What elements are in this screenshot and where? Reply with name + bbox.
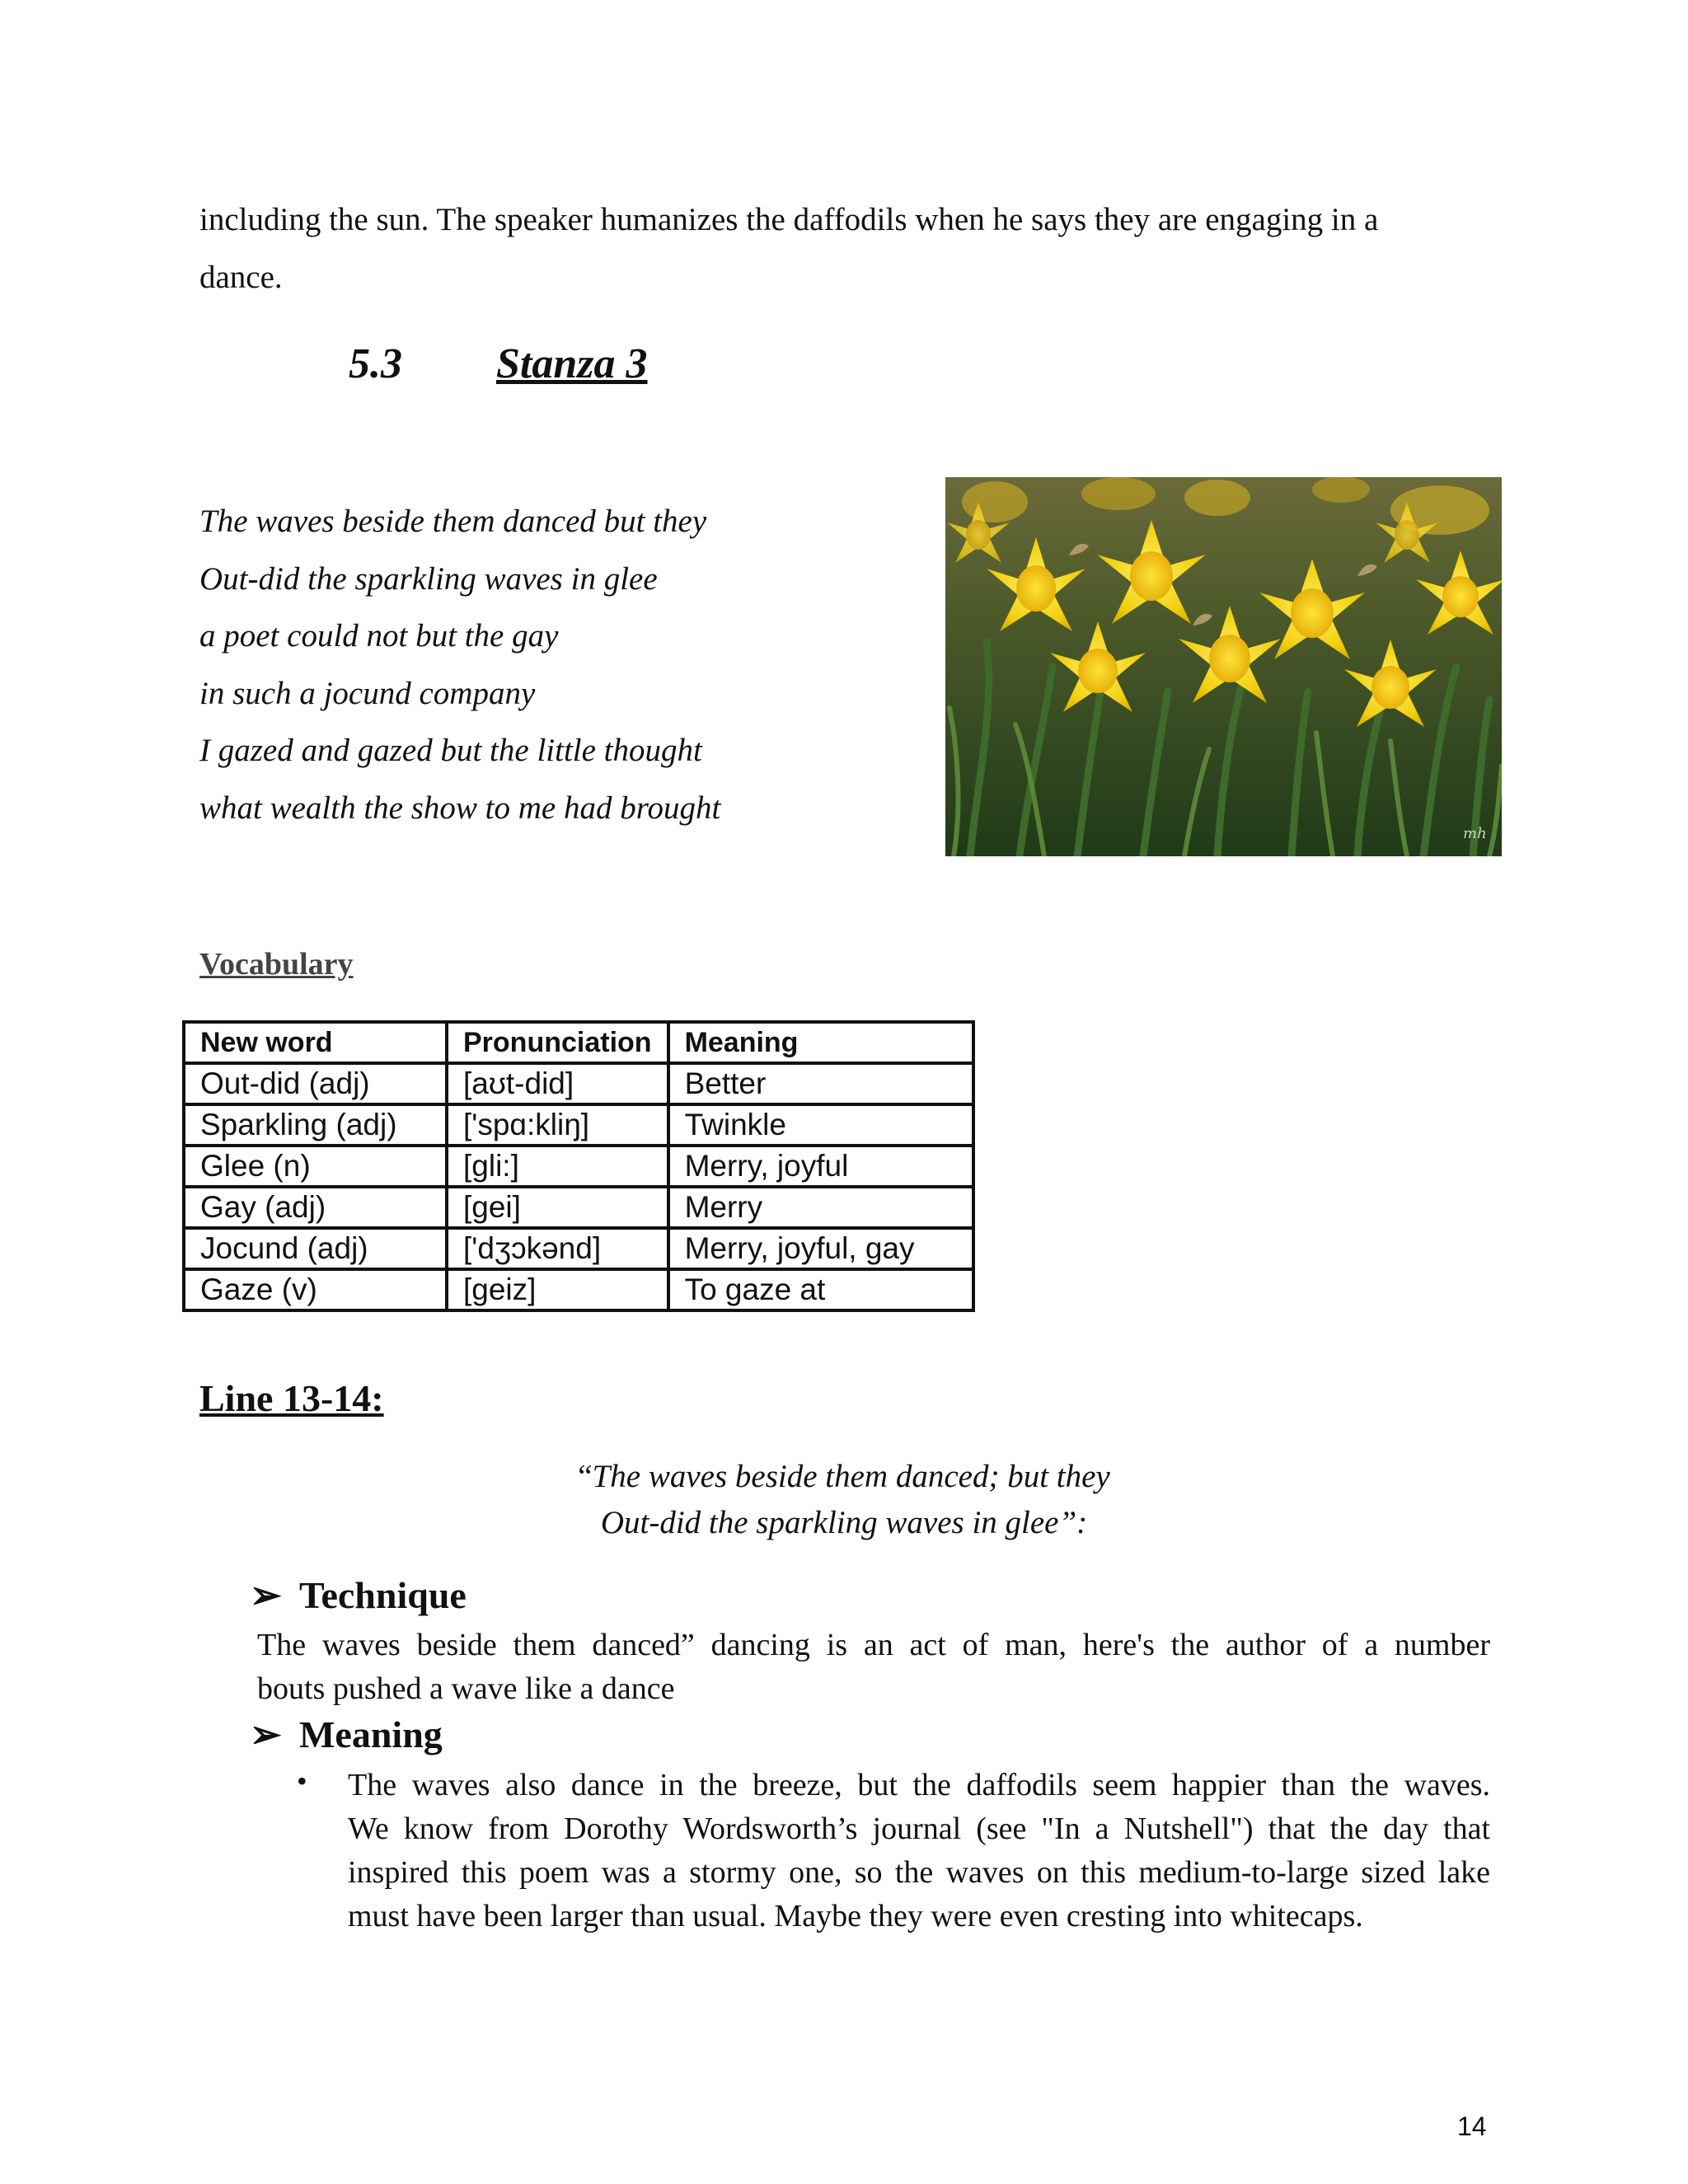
pronunciation-cell: [aʊt-did]: [447, 1063, 668, 1104]
section-number: 5.3: [349, 340, 402, 387]
pronunciation-cell: ['dʒɔkənd]: [447, 1228, 668, 1269]
word-cell: Out-did (adj): [184, 1063, 447, 1104]
poem-line: in such a jocund company: [199, 675, 536, 711]
word-cell: Sparkling (adj): [184, 1104, 447, 1146]
meaning-line: inspired this poem was a stormy one, so the waves on this medium-to-large sized lake: [348, 1855, 1490, 1890]
technique-heading: [250, 1572, 467, 1617]
vocabulary-table: [182, 1020, 975, 1312]
intro-line: including the sun. The speaker humanizes the daffodils when he says they are engaging in a: [199, 202, 1379, 237]
quote-mark: “: [578, 1459, 593, 1494]
table-row: [184, 1187, 973, 1228]
technique-heading-text: Technique: [299, 1574, 467, 1616]
meaning-line: The waves also dance in the breeze, but the daffodils seem happier than the waves.: [348, 1768, 1490, 1802]
technique-line: The waves beside them danced” dancing is an act of man, here's the author of a number: [257, 1628, 1490, 1662]
meaning-cell: Merry, joyful, gay: [668, 1228, 973, 1269]
word-cell: Gay (adj): [184, 1187, 447, 1228]
meaning-cell: Merry, joyful: [668, 1146, 973, 1187]
pronunciation-cell: [gei]: [447, 1187, 668, 1228]
technique-paragraph: [257, 1624, 1490, 1711]
poem-line: Out-did the sparkling waves in glee: [199, 560, 658, 597]
word-cell: Gaze (v): [184, 1269, 447, 1310]
word-cell: Glee (n): [184, 1146, 447, 1187]
arrow-bullet-icon: ➢: [250, 1574, 282, 1616]
meaning-cell: Twinkle: [668, 1104, 973, 1146]
table-row: [184, 1146, 973, 1187]
meaning-line: We know from Dorothy Wordsworth’s journal (see "In a Nutshell") that the day that: [348, 1811, 1490, 1846]
quote-line: Out-did the sparkling waves in glee”:: [600, 1505, 1088, 1540]
meaning-cell: To gaze at: [668, 1269, 973, 1310]
poem-line: The waves beside them danced but they: [199, 504, 707, 539]
arrow-bullet-icon: ➢: [250, 1713, 282, 1755]
poem-line: a poet could not but the gay: [199, 618, 559, 654]
bullet-dot-icon: •: [297, 1765, 307, 1797]
poem-line: I gazed and gazed but the little thought: [199, 733, 702, 768]
daffodil-illustration: [945, 477, 1502, 856]
vocabulary-heading: Vocabulary: [199, 947, 354, 982]
column-header: New word: [184, 1022, 447, 1063]
meaning-paragraph: [348, 1764, 1490, 1938]
table-header-row: [184, 1022, 973, 1063]
intro-line: dance.: [199, 260, 283, 295]
meaning-heading: [250, 1712, 443, 1756]
daffodil-photo: [945, 477, 1502, 856]
table-row: [184, 1104, 973, 1146]
word-cell: Jocund (adj): [184, 1228, 447, 1269]
table-row: [184, 1228, 973, 1269]
photo-watermark: mh: [1463, 825, 1487, 842]
column-header: Pronunciation: [447, 1022, 668, 1063]
meaning-cell: Merry: [668, 1187, 973, 1228]
pronunciation-cell: [gli:]: [447, 1146, 668, 1187]
quote-line: [0, 1454, 1688, 1500]
table-row: [184, 1269, 973, 1310]
technique-line: bouts pushed a wave like a dance: [257, 1671, 675, 1706]
table-row: [184, 1063, 973, 1104]
meaning-cell: Better: [668, 1063, 973, 1104]
pronunciation-cell: [geiz]: [447, 1269, 668, 1310]
meaning-line: must have been larger than usual. Maybe they were even cresting into whitecaps.: [348, 1899, 1363, 1933]
intro-paragraph: [199, 191, 1485, 307]
quote-text: The waves beside them danced; but they: [592, 1459, 1110, 1494]
meaning-heading-text: Meaning: [299, 1713, 443, 1755]
pronunciation-cell: ['spɑ:kliŋ]: [447, 1104, 668, 1146]
poem-stanza: [199, 493, 720, 837]
lines-heading: Line 13-14:: [199, 1377, 384, 1419]
poem-line: what wealth the show to me had brought: [199, 790, 721, 826]
column-header: Meaning: [668, 1022, 973, 1063]
section-title: Stanza 3: [496, 340, 648, 387]
page-number: 14: [1457, 2111, 1487, 2141]
